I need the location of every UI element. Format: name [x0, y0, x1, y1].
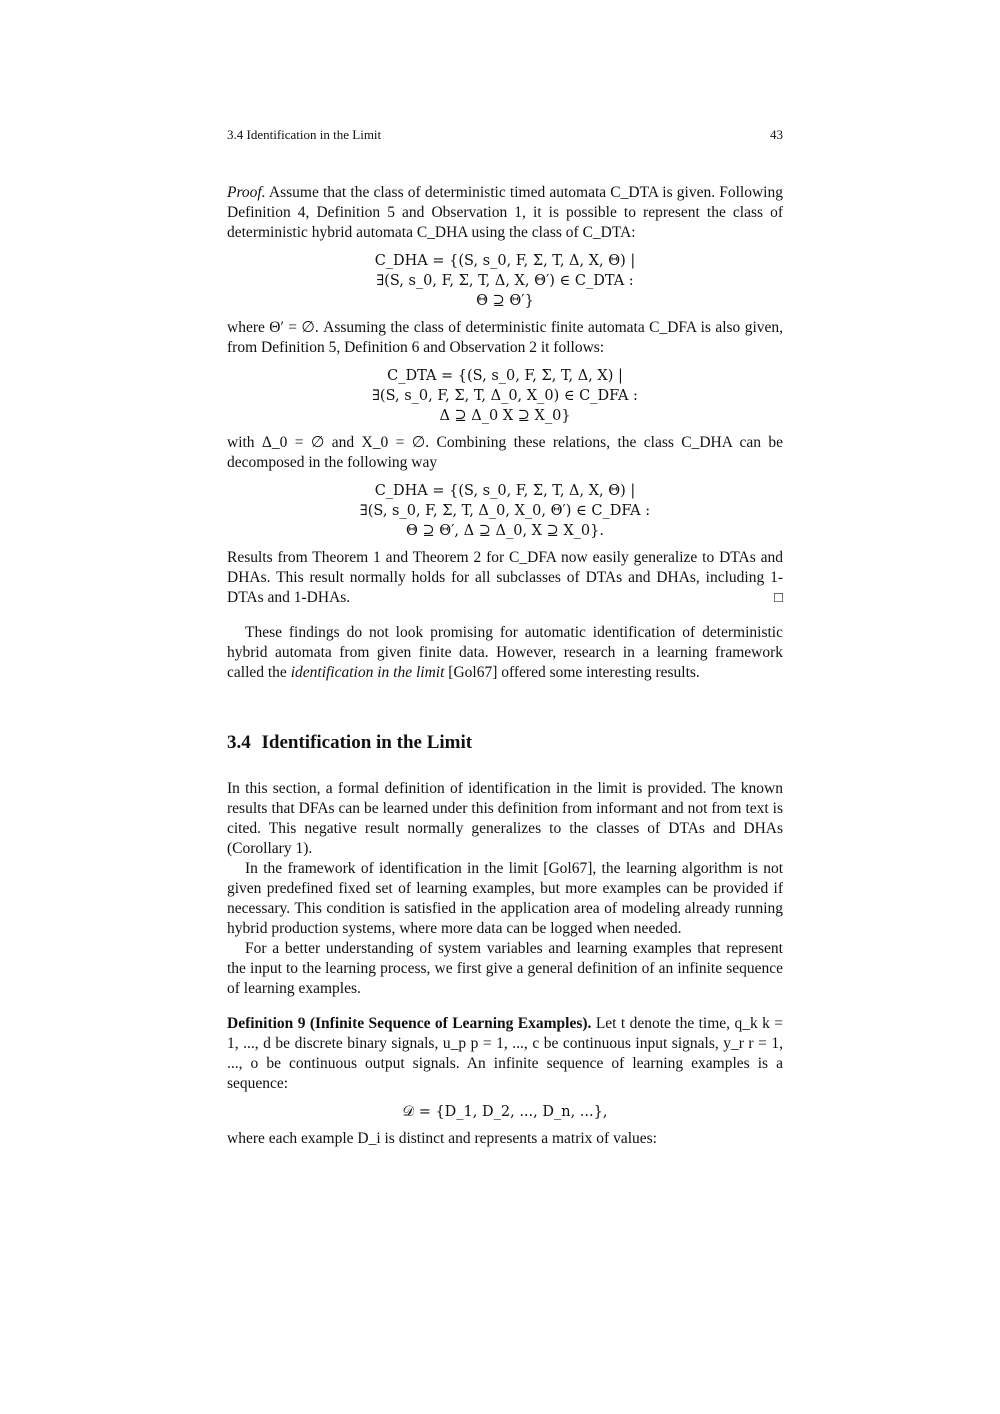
body-text [227, 183, 783, 1149]
definition-paragraph [227, 1014, 783, 1094]
running-head [227, 127, 783, 143]
proof-text-3: with Δ_0 = ∅ and X_0 = ∅. Combining these relations, the class C_DHA can be decomposed in the following way [227, 434, 783, 471]
understanding-paragraph: For a better understanding of system variables and learning examples that represent the input to the learning process, we first give a general definition of an infinite sequence of learning examples. [227, 940, 783, 997]
equation-line: C_DHA = {(S, s_0, F, Σ, T, Δ, X, Θ) | [374, 253, 636, 269]
equation-line: Δ ⊇ Δ_0 X ⊇ X_0} [439, 408, 571, 424]
page-number: 43 [770, 127, 783, 142]
equation-dta-from-dfa [227, 366, 783, 426]
proof-text: Assume that the class of deterministic timed automata C_DTA is given. Following Definition 4, Definition 5 and Observation 1, it is possible to represent the class of deterministic hybrid automata C_DHA using the class of C_DTA: [227, 184, 783, 241]
equation-line: 𝒟 = {D_1, D_2, ..., D_n, ...}, [402, 1104, 608, 1120]
definition-after: where each example D_i is distinct and represents a matrix of values: [227, 1130, 657, 1147]
equation-line: ∃(S, s_0, F, Σ, T, Δ, X, Θ′) ∈ C_DTA : [376, 273, 634, 289]
equation-line: Θ ⊇ Θ′} [476, 293, 534, 309]
proof-paragraph [227, 183, 783, 243]
findings-text-end: [Gol67] offered some interesting results. [444, 664, 700, 681]
proof-label: Proof. [227, 184, 266, 201]
findings-paragraph [227, 623, 783, 683]
equation-line: ∃(S, s_0, F, Σ, T, Δ_0, X_0) ∈ C_DFA : [372, 388, 638, 404]
equation-dha-from-dfa [227, 481, 783, 541]
equation-dha-from-dta [227, 251, 783, 311]
definition-label: Definition 9 (Infinite Sequence of Learning Examples). [227, 1015, 592, 1032]
qed-symbol: □ [773, 590, 783, 606]
section-title: Identification in the Limit [261, 732, 473, 753]
equation-line: ∃(S, s_0, F, Σ, T, Δ_0, X_0, Θ′) ∈ C_DFA : [359, 503, 651, 519]
equation-sequence [227, 1102, 783, 1122]
running-head-section: 3.4 Identification in the Limit [227, 127, 382, 142]
equation-line: C_DHA = {(S, s_0, F, Σ, T, Δ, X, Θ) | [374, 483, 636, 499]
equation-line: Θ ⊇ Θ′, Δ ⊇ Δ_0, X ⊇ X_0}. [406, 523, 604, 539]
findings-emphasis: identification in the limit [290, 664, 445, 681]
proof-conclusion: Results from Theorem 1 and Theorem 2 for C_DFA now easily generalize to DTAs and DHAs. This result normally holds for all subclasses of DTAs and DHAs, including 1-DTAs and 1-DHAs. [227, 549, 783, 606]
equation-line: C_DTA = {(S, s_0, F, Σ, T, Δ, X) | [387, 368, 623, 384]
proof-text-4 [227, 548, 783, 608]
section-heading [227, 733, 783, 753]
section-number: 3.4 [227, 732, 251, 753]
definition-text: Let t denote the time, q_k k = 1, ..., d be discrete binary signals, u_p p = 1, ..., c be continuous input signals, y_r r = 1, ..., o be continuous output signals. An infinite sequence of learning examples is a sequence: [227, 1015, 783, 1092]
proof-text-2: where Θ′ = ∅. Assuming the class of deterministic finite automata C_DFA is also given, from Definition 5, Definition 6 and Observation 2 it follows: [227, 319, 783, 356]
framework-paragraph: In the framework of identification in the limit [Gol67], the learning algorithm is not given predefined fixed set of learning examples, but more examples can be provided if necessary. This condition is satisfied in the application area of modeling already running hybrid production systems, where more data can be logged when needed. [227, 860, 783, 937]
findings-text: These findings do not look promising for automatic identification of deterministic hybrid automata from given finite data. However, research in a learning framework called the [227, 624, 783, 681]
intro-paragraph: In this section, a formal definition of identification in the limit is provided. The known results that DFAs can be learned under this definition from informant and not from text is cited. This negative result normally generalizes to the classes of DTAs and DHAs (Corollary 1). [227, 780, 783, 857]
